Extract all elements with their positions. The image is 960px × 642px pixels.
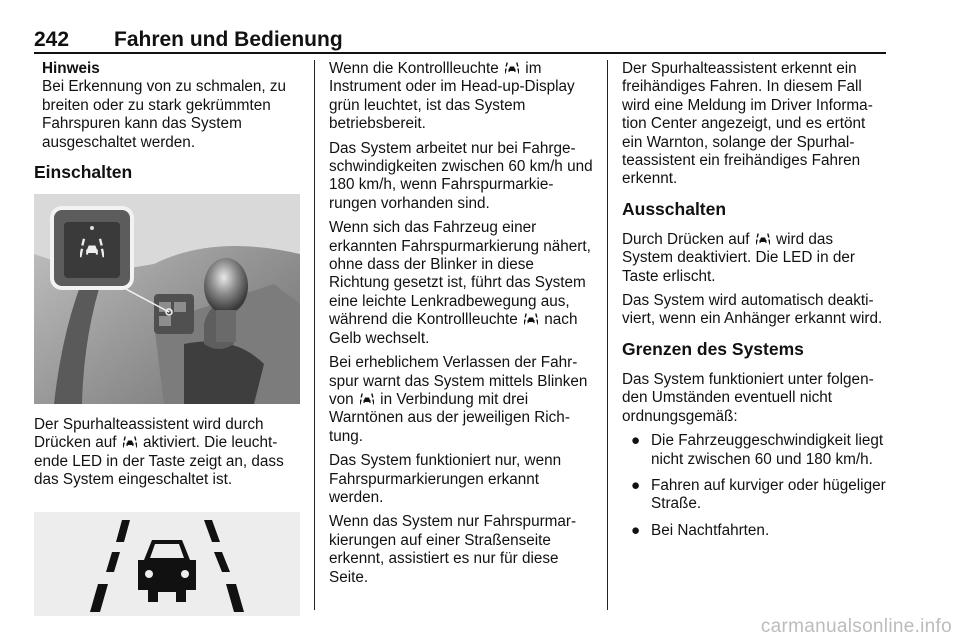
- column-divider: [314, 60, 315, 610]
- note-block: [34, 60, 300, 152]
- note-title: Hinweis: [42, 60, 100, 77]
- list-item: ● Fahren auf kurviger oder hügeliger Straße.: [631, 476, 886, 513]
- section-title: Fahren und Bedienung: [114, 28, 343, 51]
- console-photo: [34, 194, 300, 404]
- bullet-dot: ●: [631, 476, 641, 494]
- lane-assist-icon: [123, 436, 137, 448]
- column-2: [329, 60, 593, 593]
- heading-grenzen: Grenzen des Systems: [622, 338, 804, 359]
- paragraph: Durch Drücken auf wird das System deaktiviert. Die LED in der Taste erlischt.: [622, 230, 855, 285]
- lane-assist-icon: [524, 313, 538, 325]
- lane-assist-symbol-large: [34, 512, 300, 616]
- watermark: carmanualsonline.info: [760, 616, 952, 637]
- paragraph: Wenn das System nur Fahrspurmarkierungen auf einer Straßenseite erkennt, assistiert es nur für diese Seite.: [329, 513, 577, 586]
- column-divider: [607, 60, 608, 610]
- paragraph: Wenn die Kontrollleuchte im Instrument oder im Head-up-Display grün leuchtet, ist das System betriebsbereit.: [329, 60, 575, 133]
- paragraph: Das System funktioniert unter folgenden Umständen eventuell nicht ordnungsgemäß:: [622, 370, 874, 425]
- lane-assist-icon: [505, 62, 519, 74]
- paragraph: Wenn sich das Fahrzeug einer erkannten Fahrspurmarkierung nähert, ohne dass der Blinker in diese Richtung gesetzt ist, führt das System eine leichte Lenkradbewegung aus, während die Kontrollleuchte nach Gelb wechselt.: [329, 219, 591, 347]
- note-text: Bei Erkennung von zu schmalen, zu breiten oder zu stark gekrümmten Fahrspuren kann das System ausgeschaltet werden.: [42, 78, 287, 151]
- lane-assist-icon: [756, 233, 770, 245]
- heading-ausschalten: Ausschalten: [622, 198, 727, 219]
- paragraph: Das System funktioniert nur, wenn Fahrspurmarkierungen erkannt werden.: [329, 452, 562, 506]
- heading-einschalten: Einschalten: [34, 162, 133, 183]
- paragraph: Das System wird automatisch deaktiviert, wenn ein Anhänger erkannt wird.: [622, 292, 883, 328]
- limitations-list: [622, 432, 888, 540]
- paragraph: Das System arbeitet nur bei Fahrgeschwindigkeiten zwischen 60 km/h und 180 km/h, wenn Fahrspurmarkierungen vorhanden sind.: [329, 139, 593, 212]
- lane-assist-icon: [360, 393, 374, 405]
- paragraph: Der Spurhalteassistent wird durch Drücken auf aktiviert. Die leuchtende LED in der Taste zeigt an, dass das System eingeschaltet ist.: [34, 416, 284, 489]
- page-number: 242: [34, 28, 70, 51]
- bullet-dot: ●: [631, 521, 641, 539]
- column-3: [622, 60, 888, 548]
- list-item: ● Die Fahrzeuggeschwindigkeit liegt nicht zwischen 60 und 180 km/h.: [631, 432, 884, 468]
- column-1: [34, 60, 300, 616]
- page-header: [34, 30, 886, 54]
- bullet-dot: ●: [631, 432, 641, 450]
- paragraph: Der Spurhalteassistent erkennt ein freihändiges Fahren. In diesem Fall wird eine Meldung im Driver Information Center angezeigt, und es ertönt ein Warnton, solange der Spurhalteassistent ein freihändiges Fahren erkennt.: [622, 60, 873, 188]
- list-item: ● Bei Nachtfahrten.: [631, 521, 770, 539]
- paragraph: Bei erheblichem Verlassen der Fahrspur warnt das System mittels Blinken von in Verbindung mit drei Warntönen aus der jeweiligen Richtung.: [329, 354, 588, 445]
